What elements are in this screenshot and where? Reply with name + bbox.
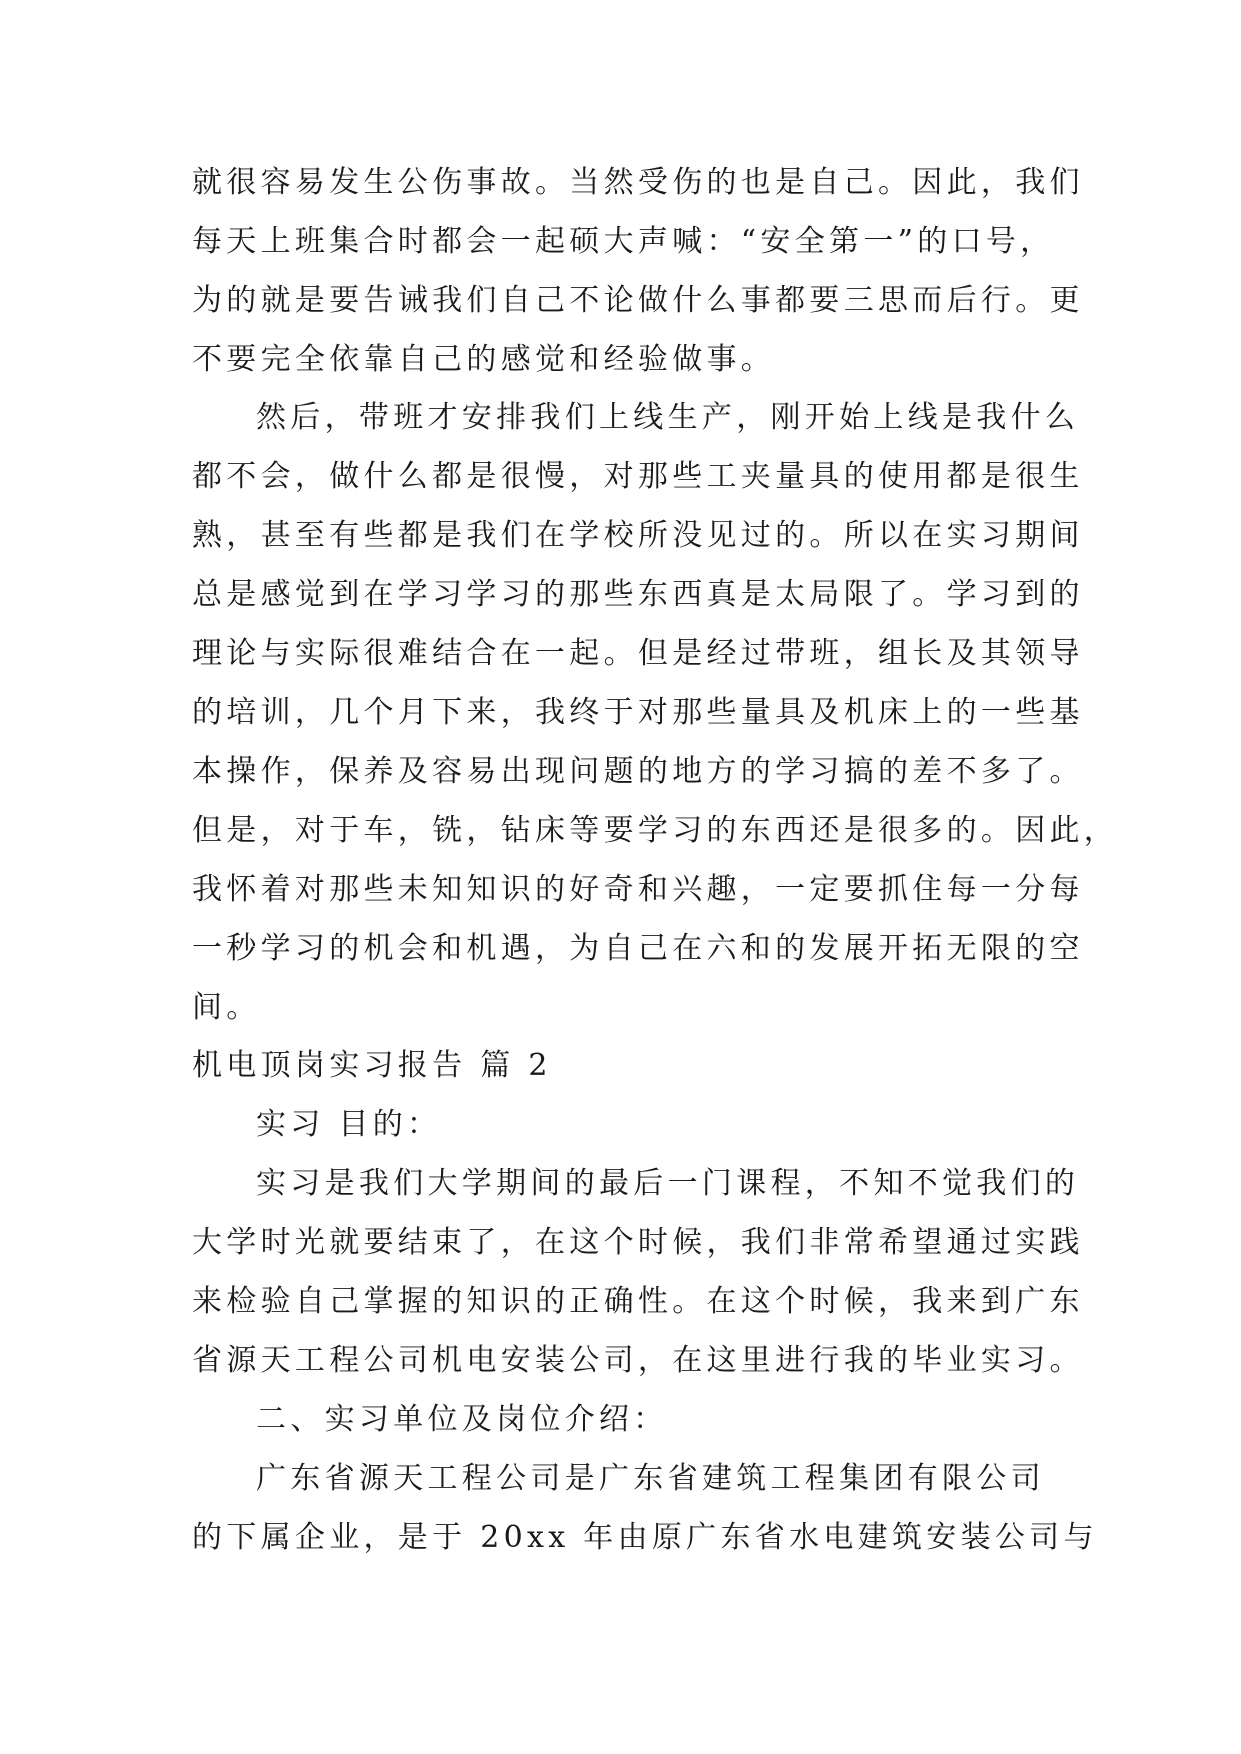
text-line: 不要完全依靠自己的感觉和经验做事。 (192, 342, 776, 377)
section-heading: 机电顶岗实习报告 篇 2 (192, 1048, 552, 1083)
text-line: 的培训，几个月下来，我终于对那些量具及机床上的一些基 (192, 695, 1084, 730)
text-line: 熟，甚至有些都是我们在学校所没见过的。所以在实习期间 (192, 518, 1084, 553)
text-line: 省源天工程公司机电安装公司，在这里进行我的毕业实习。 (192, 1343, 1084, 1378)
text-line: 间。 (192, 990, 261, 1025)
text-line: 本操作，保养及容易出现问题的地方的学习搞的差不多了。 (192, 754, 1084, 789)
text-line: 来检验自己掌握的知识的正确性。在这个时候，我来到广东 (192, 1284, 1084, 1319)
text-line: 总是感觉到在学习学习的那些东西真是太局限了。学习到的 (192, 577, 1084, 612)
text-line: 大学时光就要结束了，在这个时候，我们非常希望通过实践 (192, 1225, 1084, 1260)
paragraph-first-line: 广东省源天工程公司是广东省建筑工程集团有限公司 (256, 1461, 1045, 1496)
text-line: 的下属企业，是于 20xx 年由原广东省水电建筑安装公司与 (192, 1520, 1098, 1555)
paragraph-first-line: 实习是我们大学期间的最后一门课程，不知不觉我们的 (256, 1166, 1080, 1201)
subheading: 二、实习单位及岗位介绍： (256, 1402, 668, 1437)
text-line: 为的就是要告诫我们自己不论做什么事都要三思而后行。更 (192, 283, 1084, 318)
text-line: 但是，对于车，铣，钻床等要学习的东西还是很多的。因此， (192, 813, 1119, 848)
text-line: 理论与实际很难结合在一起。但是经过带班，组长及其领导 (192, 636, 1084, 671)
text-line: 就很容易发生公伤事故。当然受伤的也是自己。因此，我们 (192, 165, 1084, 200)
text-line: 都不会，做什么都是很慢，对那些工夹量具的使用都是很生 (192, 459, 1084, 494)
text-line: 我怀着对那些未知知识的好奇和兴趣，一定要抓住每一分每 (192, 872, 1084, 907)
text-line: 每天上班集合时都会一起硕大声喊：“安全第一”的口号， (192, 224, 1055, 259)
text-line: 一秒学习的机会和机遇，为自己在六和的发展开拓无限的空 (192, 931, 1084, 966)
subheading: 实习 目的： (256, 1107, 442, 1142)
paragraph-first-line: 然后，带班才安排我们上线生产，刚开始上线是我什么 (256, 400, 1080, 435)
